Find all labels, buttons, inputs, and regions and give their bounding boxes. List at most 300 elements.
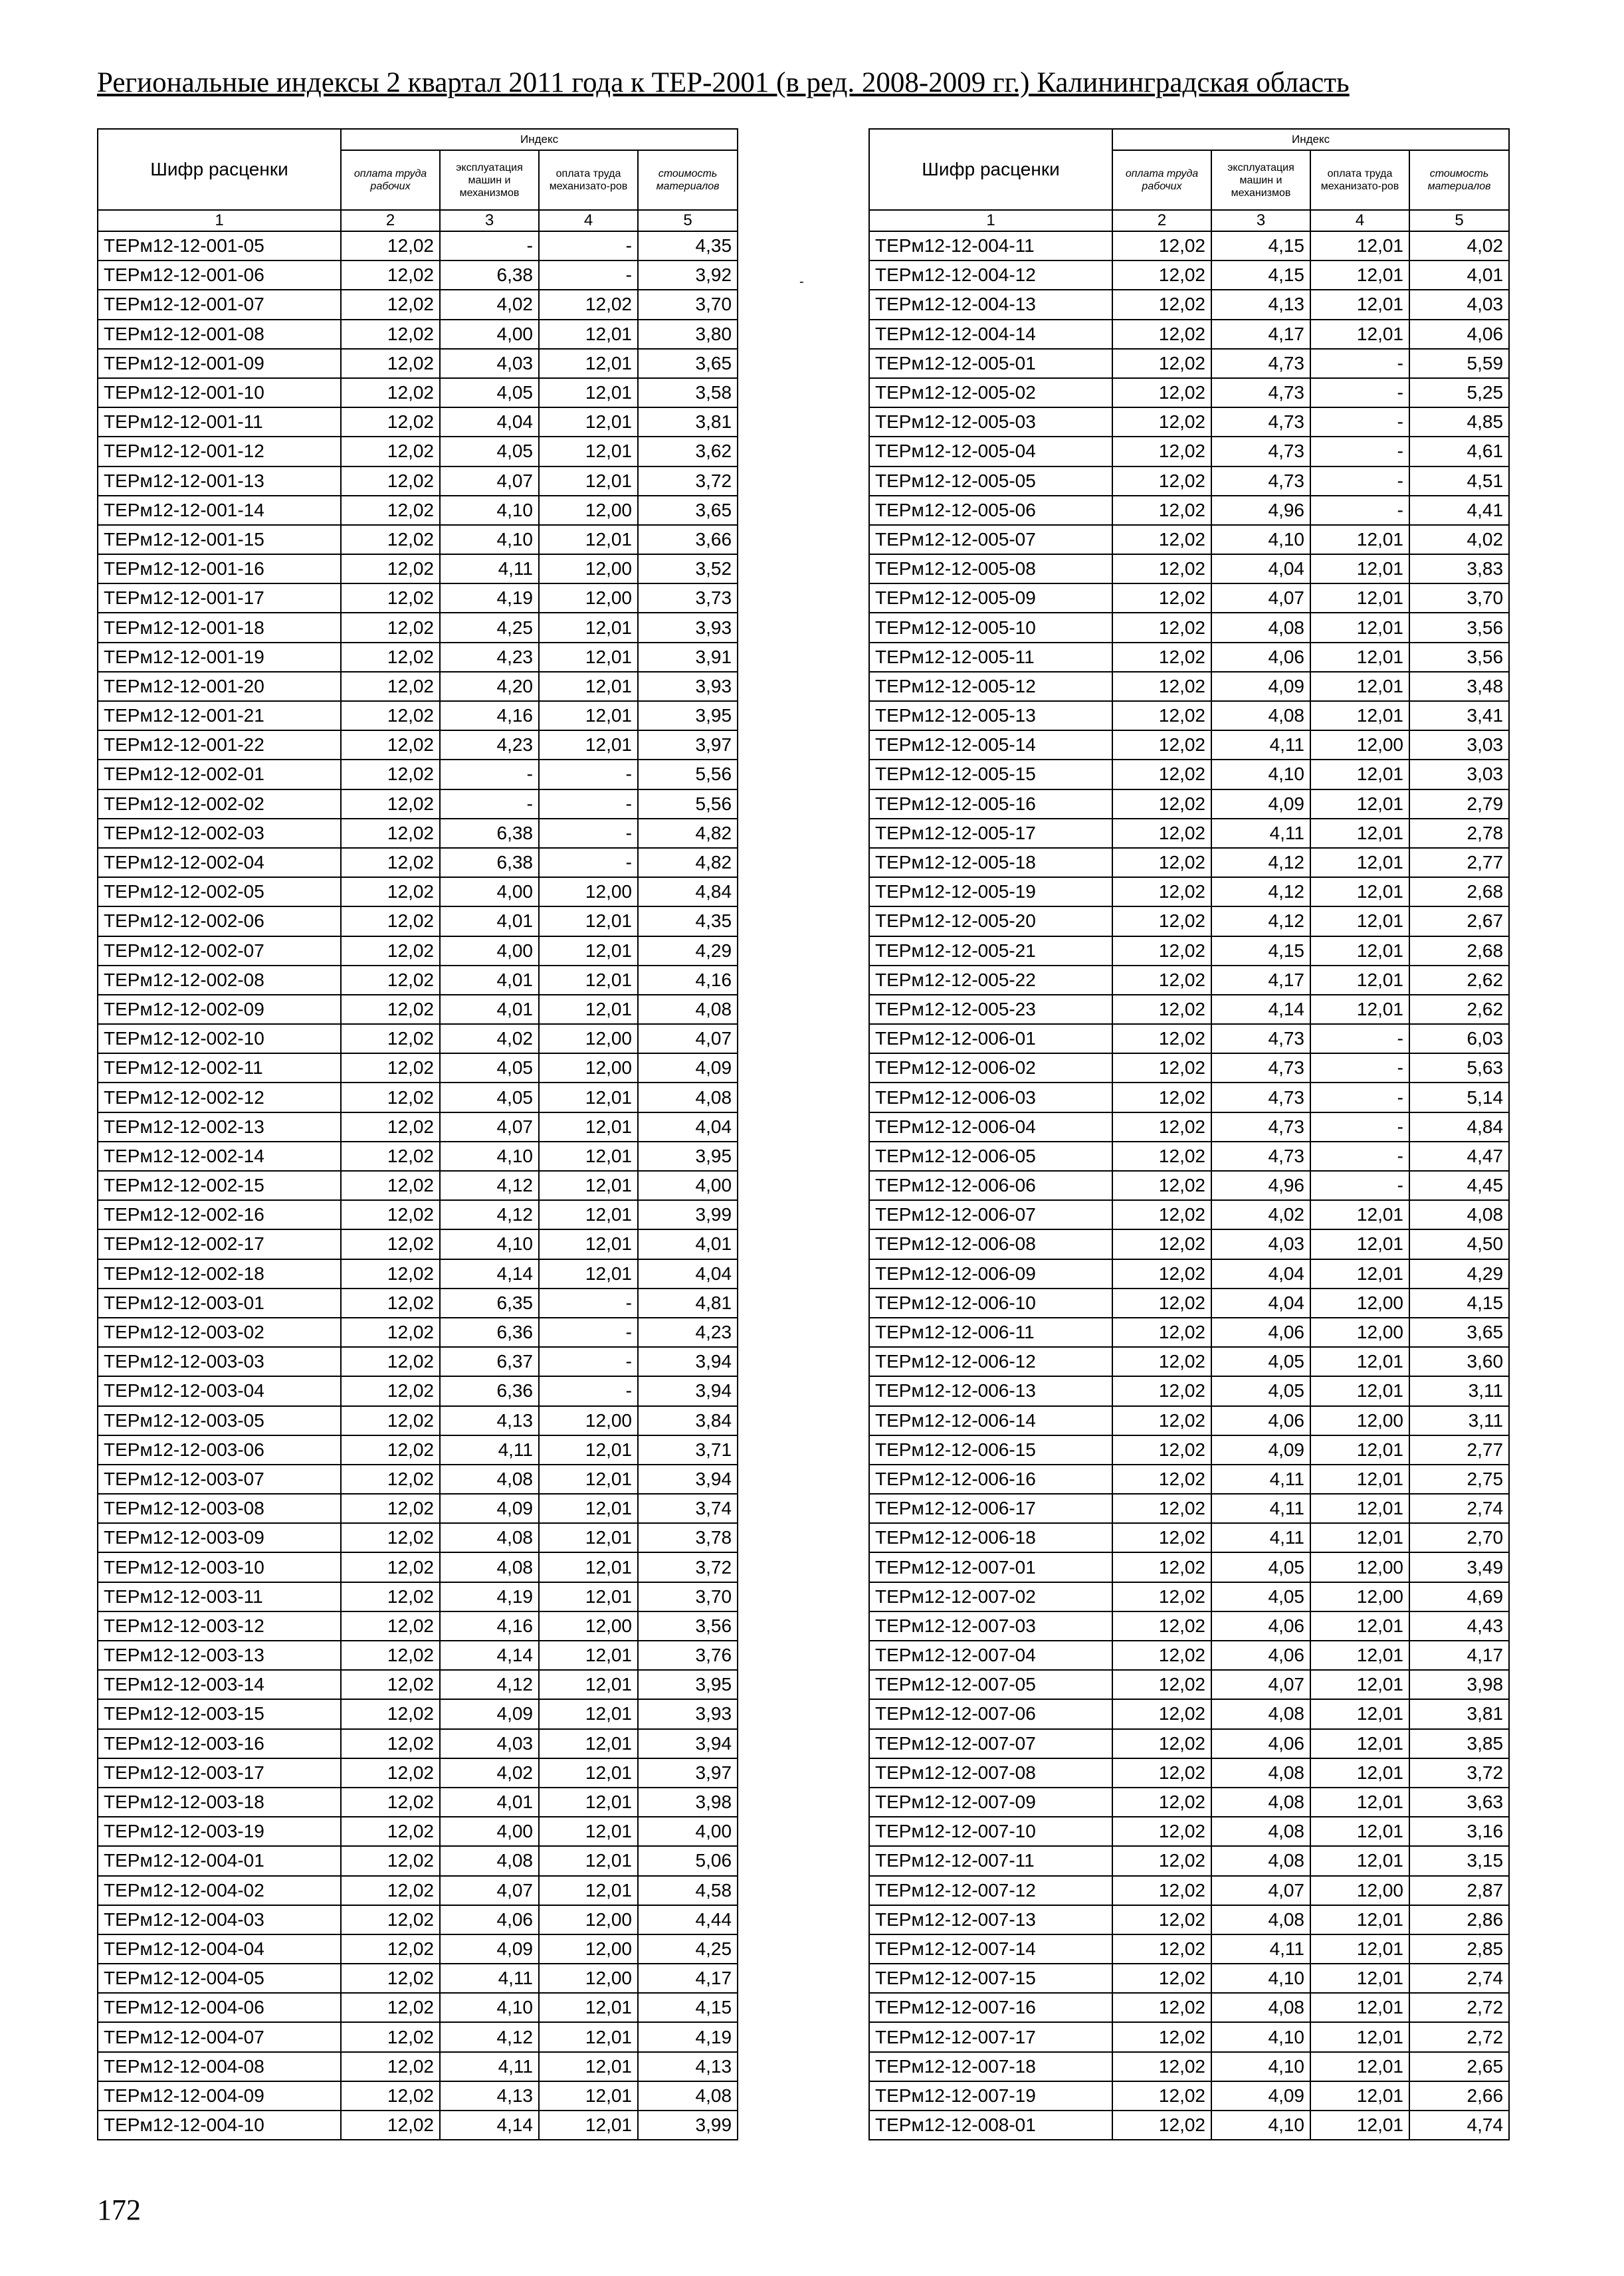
index-value-cell: 12,02: [341, 407, 440, 437]
index-value-cell: 12,01: [539, 1112, 638, 1142]
index-value-cell: 4,01: [440, 1788, 539, 1817]
index-value-cell: 4,14: [1211, 995, 1310, 1024]
rate-code-cell: ТЕРм12-12-003-05: [98, 1406, 341, 1435]
index-value-cell: 12,01: [539, 701, 638, 730]
table-row: [869, 966, 1509, 995]
rate-code-cell: ТЕРм12-12-001-19: [98, 643, 341, 672]
index-value-cell: 12,00: [1310, 1318, 1409, 1347]
index-value-cell: 4,14: [440, 1641, 539, 1670]
index-value-cell: 4,01: [440, 906, 539, 936]
index-value-cell: 12,01: [1310, 1905, 1409, 1934]
rate-code-cell: ТЕРм12-12-005-05: [869, 466, 1112, 496]
index-value-cell: 12,02: [1112, 496, 1211, 525]
rate-code-cell: ТЕРм12-12-003-12: [98, 1611, 341, 1641]
index-value-cell: 12,02: [341, 2111, 440, 2140]
index-value-cell: 4,17: [1409, 1641, 1509, 1670]
index-value-cell: 12,02: [341, 496, 440, 525]
header-num-2: 2: [1112, 210, 1211, 231]
index-value-cell: 4,06: [1409, 320, 1509, 349]
index-value-cell: 5,59: [1409, 349, 1509, 378]
index-value-cell: 4,14: [440, 1259, 539, 1289]
table-row: [98, 1729, 738, 1758]
index-value-cell: 12,02: [341, 643, 440, 672]
index-value-cell: 3,03: [1409, 760, 1509, 789]
index-value-cell: -: [1310, 1171, 1409, 1200]
index-value-cell: 12,00: [539, 1406, 638, 1435]
rate-code-cell: ТЕРм12-12-006-02: [869, 1053, 1112, 1083]
index-value-cell: 12,00: [1310, 1552, 1409, 1582]
table-row: [98, 643, 738, 672]
index-value-cell: 12,02: [1112, 1523, 1211, 1552]
index-value-cell: 6,38: [440, 848, 539, 877]
index-value-cell: 12,02: [1112, 877, 1211, 906]
table-row: [98, 2111, 738, 2140]
index-value-cell: 12,02: [341, 1376, 440, 1405]
index-value-cell: 4,02: [1409, 231, 1509, 260]
index-value-cell: 4,05: [1211, 1376, 1310, 1405]
index-value-cell: 12,01: [539, 1758, 638, 1788]
index-value-cell: 4,73: [1211, 1142, 1310, 1171]
index-value-cell: 12,01: [1310, 819, 1409, 848]
table-row: [869, 349, 1509, 378]
index-value-cell: 12,00: [1310, 1876, 1409, 1905]
table-row: [869, 231, 1509, 260]
table-row: [98, 613, 738, 642]
index-value-cell: 3,85: [1409, 1729, 1509, 1758]
header-num-1: 1: [869, 210, 1112, 231]
rate-code-cell: ТЕРм12-12-002-16: [98, 1200, 341, 1229]
index-value-cell: 12,02: [341, 1905, 440, 1934]
header-num-5: 5: [638, 210, 738, 231]
index-value-cell: 2,72: [1409, 2022, 1509, 2051]
index-value-cell: 5,14: [1409, 1083, 1509, 1112]
table-row: [869, 760, 1509, 789]
rate-code-cell: ТЕРм12-12-004-02: [98, 1876, 341, 1905]
index-value-cell: 12,01: [539, 1523, 638, 1552]
rate-code-cell: ТЕРм12-12-003-06: [98, 1435, 341, 1465]
index-value-cell: 4,10: [440, 496, 539, 525]
index-value-cell: 2,75: [1409, 1465, 1509, 1494]
rate-code-cell: ТЕРм12-12-001-22: [98, 730, 341, 760]
index-value-cell: 12,01: [1310, 1993, 1409, 2022]
rate-code-cell: ТЕРм12-12-006-12: [869, 1347, 1112, 1376]
index-value-cell: 4,11: [1211, 1523, 1310, 1552]
table-row: [869, 1229, 1509, 1259]
index-value-cell: 12,02: [341, 1758, 440, 1788]
index-value-cell: 12,02: [1112, 231, 1211, 260]
index-value-cell: 4,23: [440, 643, 539, 672]
rate-code-cell: ТЕРм12-12-003-17: [98, 1758, 341, 1788]
index-value-cell: 4,08: [1211, 701, 1310, 730]
index-value-cell: 12,01: [539, 2052, 638, 2081]
rate-code-cell: ТЕРм12-12-003-10: [98, 1552, 341, 1582]
index-value-cell: 4,00: [440, 320, 539, 349]
index-table-right: [868, 128, 1510, 2140]
index-value-cell: 12,02: [1112, 936, 1211, 966]
index-value-cell: 4,12: [1211, 906, 1310, 936]
table-row: [869, 730, 1509, 760]
index-value-cell: 12,01: [539, 437, 638, 466]
index-value-cell: 2,77: [1409, 1435, 1509, 1465]
index-value-cell: -: [1310, 378, 1409, 407]
index-value-cell: 12,00: [539, 583, 638, 613]
index-value-cell: 12,02: [341, 1347, 440, 1376]
index-value-cell: 12,02: [1112, 1641, 1211, 1670]
index-value-cell: 4,74: [1409, 2111, 1509, 2140]
index-value-cell: 12,02: [341, 1611, 440, 1641]
rate-code-cell: ТЕРм12-12-001-11: [98, 407, 341, 437]
index-value-cell: 2,70: [1409, 1523, 1509, 1552]
header-index: Индекс: [341, 129, 738, 150]
index-value-cell: 12,02: [1112, 1435, 1211, 1465]
rate-code-cell: ТЕРм12-12-007-14: [869, 1934, 1112, 1964]
index-value-cell: 4,73: [1211, 1083, 1310, 1112]
index-value-cell: 4,07: [440, 1876, 539, 1905]
index-value-cell: 4,84: [1409, 1112, 1509, 1142]
index-value-cell: 12,01: [539, 730, 638, 760]
table-row: [98, 525, 738, 554]
index-value-cell: 12,02: [1112, 1582, 1211, 1611]
table-row: [98, 1611, 738, 1641]
index-value-cell: 4,73: [1211, 1053, 1310, 1083]
index-value-cell: 4,29: [638, 936, 738, 966]
index-value-cell: 12,02: [341, 701, 440, 730]
index-value-cell: 4,09: [440, 1699, 539, 1728]
header-machines: эксплуатация машин и механизмов: [440, 150, 539, 210]
index-value-cell: 12,02: [1112, 260, 1211, 290]
index-value-cell: 12,02: [1112, 583, 1211, 613]
rate-code-cell: ТЕРм12-12-004-08: [98, 2052, 341, 2081]
index-value-cell: 5,56: [638, 789, 738, 819]
rate-code-cell: ТЕРм12-12-005-20: [869, 906, 1112, 936]
index-value-cell: 4,04: [638, 1112, 738, 1142]
index-value-cell: 4,35: [638, 906, 738, 936]
rate-code-cell: ТЕРм12-12-006-11: [869, 1318, 1112, 1347]
rate-code-cell: ТЕРм12-12-002-13: [98, 1112, 341, 1142]
table-row: [869, 525, 1509, 554]
index-value-cell: -: [539, 1318, 638, 1347]
index-value-cell: 3,93: [638, 613, 738, 642]
index-value-cell: 4,05: [1211, 1347, 1310, 1376]
index-value-cell: 12,02: [341, 730, 440, 760]
table-row: [98, 1024, 738, 1053]
header-materials: стоимость материалов: [638, 150, 738, 210]
rate-code-cell: ТЕРм12-12-003-18: [98, 1788, 341, 1817]
rate-code-cell: ТЕРм12-12-005-02: [869, 378, 1112, 407]
index-value-cell: 2,85: [1409, 1934, 1509, 1964]
table-row: [98, 554, 738, 583]
table-row: [869, 2111, 1509, 2140]
index-value-cell: 5,63: [1409, 1053, 1509, 1083]
table-row: [869, 1376, 1509, 1405]
index-value-cell: -: [539, 1289, 638, 1318]
index-value-cell: -: [1310, 1083, 1409, 1112]
index-value-cell: 12,02: [341, 554, 440, 583]
index-value-cell: 4,45: [1409, 1171, 1509, 1200]
index-value-cell: 12,02: [1112, 2081, 1211, 2111]
table-row: [98, 1523, 738, 1552]
header-labor: оплата труда рабочих: [341, 150, 440, 210]
table-row: [98, 1788, 738, 1817]
index-value-cell: 4,11: [1211, 1494, 1310, 1523]
rate-code-cell: ТЕРм12-12-004-06: [98, 1993, 341, 2022]
rate-code-cell: ТЕРм12-12-003-15: [98, 1699, 341, 1728]
index-value-cell: 3,56: [638, 1611, 738, 1641]
index-value-cell: 4,10: [440, 1993, 539, 2022]
rate-code-cell: ТЕРм12-12-003-14: [98, 1670, 341, 1699]
index-value-cell: 4,09: [440, 1494, 539, 1523]
index-value-cell: 12,01: [539, 1259, 638, 1289]
table-row: [869, 1083, 1509, 1112]
rate-code-cell: ТЕРм12-12-006-07: [869, 1200, 1112, 1229]
index-value-cell: 12,01: [539, 2111, 638, 2140]
index-value-cell: 12,01: [1310, 1934, 1409, 1964]
rate-code-cell: ТЕРм12-12-003-07: [98, 1465, 341, 1494]
index-value-cell: 4,06: [440, 1905, 539, 1934]
table-row: [869, 466, 1509, 496]
index-value-cell: 12,01: [1310, 643, 1409, 672]
index-value-cell: 4,84: [638, 877, 738, 906]
index-value-cell: 12,02: [1112, 1729, 1211, 1758]
rate-code-cell: ТЕРм12-12-007-10: [869, 1817, 1112, 1846]
index-value-cell: 4,35: [638, 231, 738, 260]
rate-code-cell: ТЕРм12-12-001-20: [98, 672, 341, 701]
index-value-cell: 3,73: [638, 583, 738, 613]
index-value-cell: 3,98: [1409, 1670, 1509, 1699]
index-value-cell: 4,13: [1211, 290, 1310, 319]
table-row: [869, 1435, 1509, 1465]
index-value-cell: 3,97: [638, 730, 738, 760]
index-value-cell: 12,02: [341, 1465, 440, 1494]
index-value-cell: -: [539, 1347, 638, 1376]
index-value-cell: 12,01: [1310, 1376, 1409, 1405]
header-operators: оплата труда механизато-ров: [539, 150, 638, 210]
index-value-cell: 12,02: [1112, 701, 1211, 730]
index-value-cell: 4,15: [1211, 231, 1310, 260]
index-value-cell: 3,81: [638, 407, 738, 437]
rate-code-cell: ТЕРм12-12-002-11: [98, 1053, 341, 1083]
index-value-cell: 4,03: [1409, 290, 1509, 319]
index-value-cell: 4,05: [1211, 1552, 1310, 1582]
header-labor: оплата труда рабочих: [1112, 150, 1211, 210]
index-value-cell: 12,01: [1310, 290, 1409, 319]
table-row: [98, 1171, 738, 1200]
index-value-cell: 12,01: [539, 1993, 638, 2022]
index-value-cell: 4,08: [1211, 1788, 1310, 1817]
index-value-cell: 12,01: [1310, 1611, 1409, 1641]
table-row: [98, 1318, 738, 1347]
index-value-cell: 12,02: [1112, 1142, 1211, 1171]
index-value-cell: 12,00: [539, 1053, 638, 1083]
index-value-cell: 12,02: [341, 1552, 440, 1582]
table-row: [869, 1494, 1509, 1523]
index-value-cell: 5,56: [638, 760, 738, 789]
table-row: [869, 1552, 1509, 1582]
table-row: [98, 672, 738, 701]
rate-code-cell: ТЕРм12-12-006-16: [869, 1465, 1112, 1494]
index-value-cell: 12,00: [539, 877, 638, 906]
index-value-cell: 4,15: [1211, 936, 1310, 966]
index-value-cell: 12,01: [539, 466, 638, 496]
table-row: [869, 1641, 1509, 1670]
index-value-cell: 4,04: [1211, 1289, 1310, 1318]
table-row: [869, 1112, 1509, 1142]
rate-code-cell: ТЕРм12-12-006-13: [869, 1376, 1112, 1405]
index-value-cell: -: [539, 819, 638, 848]
index-value-cell: 12,01: [1310, 1846, 1409, 1875]
table-row: [869, 701, 1509, 730]
index-value-cell: 12,02: [1112, 554, 1211, 583]
index-value-cell: 12,02: [1112, 437, 1211, 466]
table-row: [869, 1465, 1509, 1494]
table-row: [869, 1876, 1509, 1905]
index-value-cell: 12,01: [539, 1171, 638, 1200]
rate-code-cell: ТЕРм12-12-004-09: [98, 2081, 341, 2111]
index-value-cell: 3,65: [638, 496, 738, 525]
index-value-cell: 12,01: [539, 1876, 638, 1905]
index-value-cell: 12,00: [1310, 730, 1409, 760]
table-row: [98, 936, 738, 966]
rate-code-cell: ТЕРм12-12-003-04: [98, 1376, 341, 1405]
index-value-cell: 4,04: [638, 1259, 738, 1289]
index-value-cell: -: [539, 760, 638, 789]
rate-code-cell: ТЕРм12-12-007-02: [869, 1582, 1112, 1611]
index-value-cell: 6,35: [440, 1289, 539, 1318]
index-value-cell: 4,02: [440, 290, 539, 319]
table-row: [98, 760, 738, 789]
index-value-cell: 12,01: [1310, 1788, 1409, 1817]
table-row: [98, 1435, 738, 1465]
index-value-cell: 4,73: [1211, 407, 1310, 437]
table-row: [869, 583, 1509, 613]
table-row: [98, 2081, 738, 2111]
index-value-cell: 4,09: [638, 1053, 738, 1083]
index-value-cell: 12,02: [1112, 1318, 1211, 1347]
index-value-cell: -: [440, 760, 539, 789]
index-value-cell: 4,10: [440, 1229, 539, 1259]
index-value-cell: 4,47: [1409, 1142, 1509, 1171]
index-value-cell: 12,02: [341, 1494, 440, 1523]
index-value-cell: 6,38: [440, 819, 539, 848]
index-value-cell: 4,08: [638, 995, 738, 1024]
table-row: [98, 730, 738, 760]
rate-code-cell: ТЕРм12-12-003-13: [98, 1641, 341, 1670]
rate-code-cell: ТЕРм12-12-007-07: [869, 1729, 1112, 1758]
index-value-cell: 12,02: [341, 1641, 440, 1670]
table-row: [98, 789, 738, 819]
index-value-cell: 12,02: [1112, 1758, 1211, 1788]
rate-code-cell: ТЕРм12-12-005-10: [869, 613, 1112, 642]
table-row: [98, 2022, 738, 2051]
index-value-cell: 4,10: [1211, 1964, 1310, 1993]
rate-code-cell: ТЕРм12-12-005-18: [869, 848, 1112, 877]
index-value-cell: 12,02: [1112, 1788, 1211, 1817]
index-value-cell: 12,00: [1310, 1406, 1409, 1435]
rate-code-cell: ТЕРм12-12-007-09: [869, 1788, 1112, 1817]
index-value-cell: 6,36: [440, 1318, 539, 1347]
index-value-cell: 12,02: [1112, 1964, 1211, 1993]
rate-code-cell: ТЕРм12-12-006-09: [869, 1259, 1112, 1289]
index-value-cell: 4,20: [440, 672, 539, 701]
index-value-cell: 3,48: [1409, 672, 1509, 701]
header-code: Шифр расценки: [98, 129, 341, 210]
rate-code-cell: ТЕРм12-12-005-16: [869, 789, 1112, 819]
index-value-cell: 4,23: [440, 730, 539, 760]
index-value-cell: 3,97: [638, 1758, 738, 1788]
index-value-cell: 3,72: [638, 1552, 738, 1582]
table-row: [98, 877, 738, 906]
index-value-cell: 3,72: [1409, 1758, 1509, 1788]
index-value-cell: 12,01: [539, 1142, 638, 1171]
index-value-cell: 12,02: [341, 819, 440, 848]
index-value-cell: 4,44: [638, 1905, 738, 1934]
index-value-cell: 5,25: [1409, 378, 1509, 407]
rate-code-cell: ТЕРм12-12-005-13: [869, 701, 1112, 730]
table-row: [869, 290, 1509, 319]
index-value-cell: 12,02: [341, 789, 440, 819]
index-value-cell: 4,10: [1211, 2111, 1310, 2140]
index-value-cell: 12,02: [341, 1788, 440, 1817]
index-value-cell: 12,02: [341, 1259, 440, 1289]
index-value-cell: 4,10: [1211, 2052, 1310, 2081]
table-row: [98, 1699, 738, 1728]
index-value-cell: 12,01: [539, 1846, 638, 1875]
index-value-cell: 12,02: [1112, 1347, 1211, 1376]
index-value-cell: 12,01: [539, 1083, 638, 1112]
index-value-cell: 12,02: [341, 1523, 440, 1552]
index-value-cell: -: [539, 848, 638, 877]
index-value-cell: 12,02: [341, 1171, 440, 1200]
index-value-cell: 4,09: [440, 1934, 539, 1964]
rate-code-cell: ТЕРм12-12-003-01: [98, 1289, 341, 1318]
index-value-cell: 4,51: [1409, 466, 1509, 496]
index-value-cell: 4,50: [1409, 1229, 1509, 1259]
index-value-cell: 12,01: [1310, 1729, 1409, 1758]
index-value-cell: 4,19: [440, 1582, 539, 1611]
index-value-cell: 12,02: [341, 995, 440, 1024]
index-value-cell: 12,01: [1310, 1964, 1409, 1993]
index-value-cell: 2,67: [1409, 906, 1509, 936]
table-row: [869, 378, 1509, 407]
index-value-cell: 4,07: [1211, 1876, 1310, 1905]
table-row: [98, 290, 738, 319]
rate-code-cell: ТЕРм12-12-007-08: [869, 1758, 1112, 1788]
index-value-cell: 12,02: [341, 2052, 440, 2081]
rate-code-cell: ТЕРм12-12-006-06: [869, 1171, 1112, 1200]
index-value-cell: 3,80: [638, 320, 738, 349]
header-num-3: 3: [1211, 210, 1310, 231]
rate-code-cell: ТЕРм12-12-007-11: [869, 1846, 1112, 1875]
rate-code-cell: ТЕРм12-12-004-03: [98, 1905, 341, 1934]
index-value-cell: 2,65: [1409, 2052, 1509, 2081]
index-value-cell: 4,05: [1211, 1582, 1310, 1611]
rate-code-cell: ТЕРм12-12-003-02: [98, 1318, 341, 1347]
index-value-cell: 4,29: [1409, 1259, 1509, 1289]
index-value-cell: 4,07: [1211, 1670, 1310, 1699]
index-value-cell: -: [1310, 496, 1409, 525]
index-value-cell: 4,73: [1211, 466, 1310, 496]
index-value-cell: 4,73: [1211, 437, 1310, 466]
index-value-cell: 12,02: [341, 466, 440, 496]
table-row: [869, 1318, 1509, 1347]
rate-code-cell: ТЕРм12-12-001-13: [98, 466, 341, 496]
table-row: [869, 1699, 1509, 1728]
index-value-cell: 12,02: [1112, 1406, 1211, 1435]
index-value-cell: 12,02: [1112, 730, 1211, 760]
index-value-cell: 4,10: [1211, 2022, 1310, 2051]
index-value-cell: 12,02: [341, 1083, 440, 1112]
index-value-cell: -: [539, 789, 638, 819]
